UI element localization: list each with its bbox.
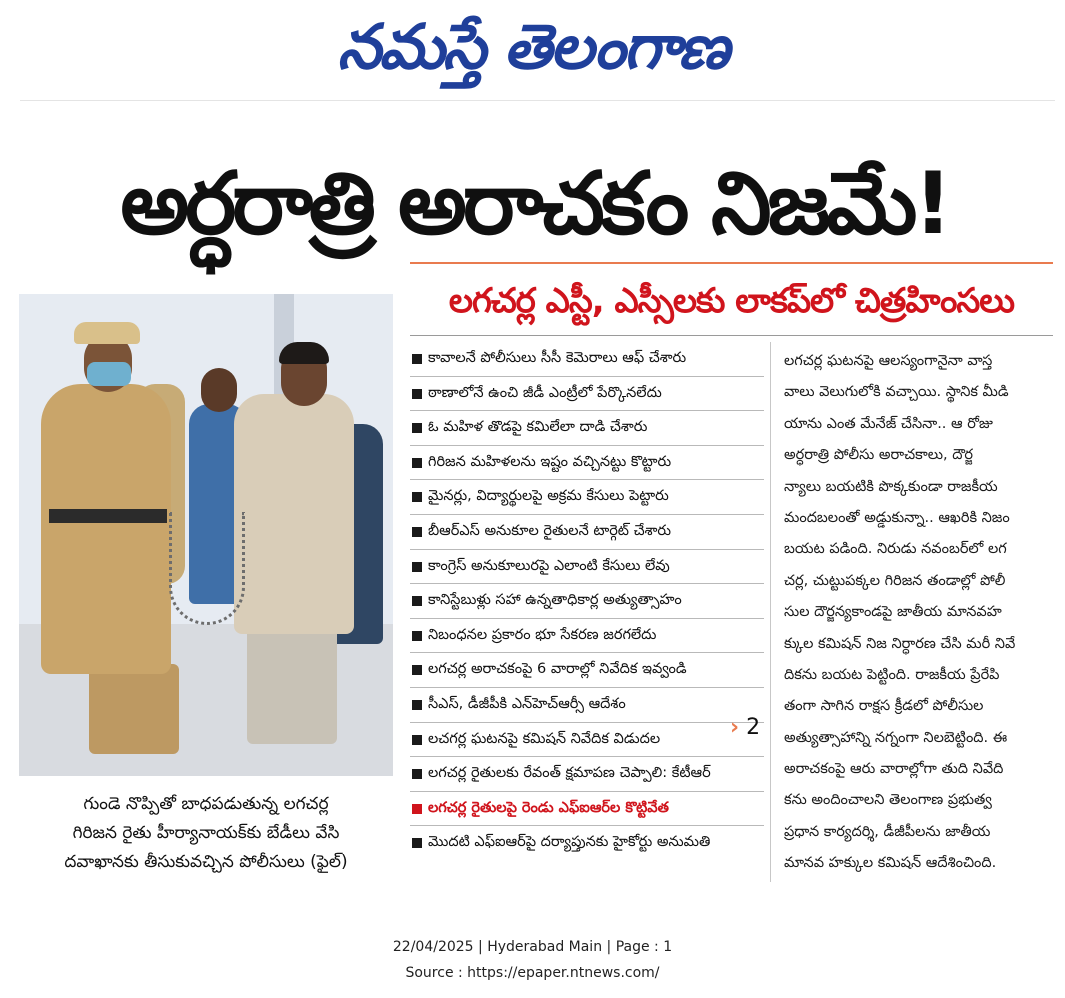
- body-line: ప్రధాన కార్యదర్శి, డీజీపీలను జాతీయ: [784, 823, 991, 840]
- column-divider: [770, 342, 771, 882]
- bullet-square-icon: [412, 492, 422, 502]
- body-line: అత్యుత్సాహాన్ని నగ్నంగా నిలబెట్టింది. ఈ: [784, 729, 1008, 746]
- list-item: [410, 584, 764, 619]
- bullet-square-icon: [412, 769, 422, 779]
- list-item-text: ఠాణాలోనే ఉంచి జీడీ ఎంట్రీలో పేర్కొనలేదు: [428, 384, 662, 401]
- list-item: [410, 480, 764, 515]
- list-item: [410, 723, 764, 758]
- body-line: తంగా సాగిన రాక్షస క్రీడలో పోలీసుల: [784, 698, 984, 715]
- bullet-square-icon: [412, 804, 422, 814]
- bullet-square-icon: [412, 389, 422, 399]
- continued-page-number: 2: [746, 715, 761, 740]
- related-story-text: మొదటి ఎఫ్‌ఐఆర్‌పై దర్యాప్తునకు హైకోర్టు అనుమతి: [428, 834, 711, 851]
- masthead-divider: [20, 100, 1055, 101]
- list-item: [410, 411, 764, 446]
- list-item-text: సీఎస్, డీజీపీకి ఎన్‌హెచ్‌ఆర్సీ ఆదేశం: [428, 695, 626, 712]
- photo-officer-belt: [49, 509, 167, 523]
- list-item-text: లగచర్ల అరాచకంపై 6 వారాల్లో నివేదిక ఇవ్వండి: [428, 661, 687, 678]
- photo-officer: [41, 384, 171, 674]
- photo-farmer: [234, 394, 354, 634]
- photo-farmer-hair: [279, 342, 329, 364]
- list-item: [410, 688, 764, 723]
- caption-line: గుండె నొప్పితో బాధపడుతున్న లగచర్ల: [83, 794, 329, 814]
- body-line: మందబలంతో అడ్డుకున్నా.. ఆఖరికి నిజం: [784, 509, 1010, 526]
- bullet-square-icon: [412, 700, 422, 710]
- related-story-link[interactable]: [410, 792, 764, 827]
- list-item-text: లచగర్ల ఘటనపై కమిషన్ నివేదిక విడుదల: [428, 730, 661, 747]
- caption-line: గిరిజన రైతు హీర్యానాయక్‌కు బేడీలు వేసి: [72, 823, 340, 843]
- list-item-text: గిరిజన మహిళలను ఇష్టం వచ్చినట్టు కొట్టారు: [428, 453, 672, 470]
- list-item-text: కావాలనే పోలీసులు సీసీ కెమెరాలు ఆఫ్ చేశారు: [428, 350, 687, 366]
- bullet-square-icon: [412, 596, 422, 606]
- article-body: [784, 346, 1054, 880]
- bullet-square-icon: [412, 458, 422, 468]
- body-line: చర్ల, చుట్టుపక్కల గిరిజన తండాల్లో పోలీ: [784, 572, 1006, 589]
- list-item: [410, 342, 764, 377]
- body-line: లగచర్ల ఘటనపై ఆలస్యంగానైనా వాస్త: [784, 353, 993, 369]
- list-item: [410, 550, 764, 585]
- list-item-text: బీఆర్‌ఎస్ అనుకూల రైతులనే టార్గెట్ చేశారు: [428, 522, 672, 539]
- bullet-square-icon: [412, 527, 422, 537]
- photo-officer-legs: [89, 664, 179, 754]
- page-footer: [0, 934, 1065, 986]
- list-item-text: మైనర్లు, విద్యార్థులపై అక్రమ కేసులు పెట్టారు: [428, 488, 669, 505]
- list-item-text: కాంగ్రెస్ అనుకూలురపై ఎలాంటి కేసులు లేవు: [428, 557, 670, 574]
- bullet-square-icon: [412, 838, 422, 848]
- masthead-logo: నమస్తే తెలంగాణ: [337, 10, 728, 83]
- body-line: అరాచకంపై ఆరు వారాల్లోగా తుది నివేది: [784, 761, 1004, 778]
- bullet-square-icon: [412, 735, 422, 745]
- caption-line: దవాఖానకు తీసుకువచ్చిన పోలీసులు (ఫైల్): [64, 852, 348, 872]
- list-item: [410, 446, 764, 481]
- body-line: క్కుల కమిషన్ నిజ నిర్ధారణ చేసి మరీ నివే: [784, 635, 1016, 652]
- list-item: [410, 757, 764, 792]
- photo-officer-mask: [87, 362, 131, 386]
- related-story-link[interactable]: [410, 826, 764, 860]
- list-item-text: ఓ మహిళ తొడపై కమిలేలా దాడి చేశారు: [428, 419, 648, 436]
- body-line: కను అందించాలని తెలంగాణ ప్రభుత్వ: [784, 792, 992, 809]
- body-line: సుల దౌర్జన్యకాండపై జాతీయ మానవహ: [784, 604, 1002, 621]
- photo-handcuff-chain: [169, 512, 245, 625]
- bullet-square-icon: [412, 423, 422, 433]
- bullet-square-icon: [412, 562, 422, 572]
- subheadline-top-rule: [410, 262, 1053, 264]
- body-line: న్యాలు బయటికి పొక్కకుండా రాజకీయ: [784, 478, 998, 495]
- highlights-list: [410, 342, 764, 860]
- source-link[interactable]: Source : https://epaper.ntnews.com/: [405, 965, 660, 981]
- list-item: [410, 377, 764, 412]
- photo-farmer-legs: [247, 624, 337, 744]
- bullet-square-icon: [412, 665, 422, 675]
- headline: అర్ధరాత్రి అరాచకం నిజమే!: [120, 154, 949, 254]
- chevron-right-icon: ›: [730, 715, 740, 740]
- list-item: [410, 515, 764, 550]
- list-item-text: కానిస్టేబుళ్లు సహా ఉన్నతాధికార్ల అత్యుత్సాహం: [428, 592, 682, 609]
- body-line: మానవ హక్కుల కమిషన్ ఆదేశించింది.: [784, 855, 997, 872]
- news-photo: [19, 294, 393, 776]
- related-story-text: లగచర్ల రైతులపై రెండు ఎఫ్‌ఐఆర్‌ల కొట్టివేత: [428, 799, 669, 816]
- edition-info: 22/04/2025 | Hyderabad Main | Page : 1: [392, 939, 673, 955]
- bullet-square-icon: [412, 354, 422, 364]
- body-line: దికను బయట పెట్టింది. రాజకీయ ప్రేరేపి: [784, 666, 1000, 683]
- body-line: అర్ధరాత్రి పోలీసు అరాచకాలు, దౌర్జ: [784, 447, 974, 464]
- list-item-text: లగచర్ల రైతులకు రేవంత్ క్షమాపణ చెప్పాలి: కేటీఆర్: [428, 765, 711, 782]
- body-line: వాలు వెలుగులోకి వచ్చాయి. స్థానిక మీడి: [784, 384, 1009, 401]
- bullet-square-icon: [412, 631, 422, 641]
- subheadline-bottom-rule: [410, 335, 1053, 336]
- body-line: యాను ఎంత మేనేజ్ చేసినా.. ఆ రోజు: [784, 415, 993, 432]
- continued-page-link[interactable]: [730, 715, 760, 740]
- list-item: [410, 619, 764, 654]
- list-item: [410, 653, 764, 688]
- subheadline: లగచర్ల ఎస్టీ, ఎస్సీలకు లాకప్‌లో చిత్రహింసలు: [448, 281, 1015, 321]
- photo-man-blue-head: [201, 368, 237, 412]
- body-line: బయట పడింది. నిరుడు నవంబర్‌లో లగ: [784, 541, 1007, 558]
- photo-caption: [19, 790, 393, 877]
- photo-officer-cap: [74, 322, 140, 344]
- list-item-text: నిబంధనల ప్రకారం భూ సేకరణ జరగలేదు: [428, 626, 657, 643]
